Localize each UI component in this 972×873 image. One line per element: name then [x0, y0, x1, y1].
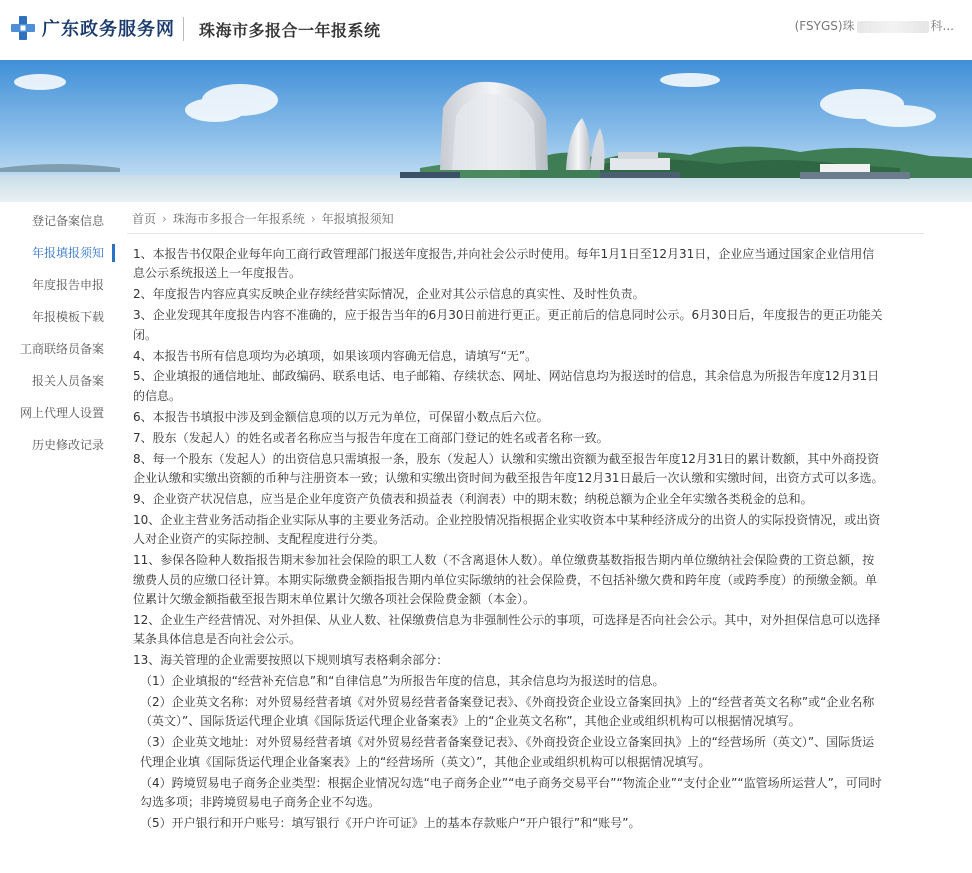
instructions-content — [133, 245, 886, 835]
sidebar-item-template-download[interactable]: 年报模板下载 — [31, 310, 104, 324]
header-divider — [183, 17, 184, 41]
user-name-suffix: 科... — [930, 19, 954, 33]
instruction-paragraph: 2、年度报告内容应真实反映企业存续经营实际情况，企业对其公示信息的真实性、及时性负责。 — [133, 287, 645, 302]
instruction-paragraph: 6、本报告书填报中涉及到金额信息项的以万元为单位，可保留小数点后六位。 — [133, 409, 549, 424]
sidebar-item-filing-instructions[interactable]: 年报填报须知 — [0, 237, 115, 269]
instruction-paragraph: 8、每一个股东（发起人）的出资信息只需填报一条，股东（发起人）认缴和实缴出资额为截至报告年度12月31日的累计数额，其中外商投资企业认缴和实缴出资额的币种与注册资本一致；认缴和实缴出资时间为截至报告年度12月31日最后一次认缴和实缴时间，出资方式可以多选。 — [133, 451, 884, 485]
redacted-user-name — [857, 21, 929, 33]
instruction-paragraph: 4、本报告书所有信息项均为必填项，如果该项内容确无信息，请填写“无”。 — [133, 348, 538, 363]
instruction-sub-item: （3）企业英文地址：对外贸易经营者填《对外贸易经营者备案登记表》、《外商投资企业设立备案回执》上的“经营场所（英文）”、国际货运代理企业填《国际货运代理企业备案表》上的“经营场所（英文）”，其他企业或组织机构可以根据情况填写。 — [140, 735, 875, 769]
user-name-prefix: (FSYGS)珠 — [794, 19, 855, 33]
sidebar-item-customs-staff-filing[interactable]: 报关人员备案 — [31, 374, 104, 388]
instruction-paragraph: 12、企业生产经营情况、对外担保、从业人数、社保缴费信息为非强制性公示的事项，可选择是否向社会公示。其中，对外担保信息可以选择某条具体信息是否向社会公示。 — [133, 612, 881, 647]
breadcrumb-divider — [127, 233, 924, 234]
top-header — [0, 0, 972, 60]
breadcrumb-current: 年报填报须知 — [321, 212, 394, 226]
instruction-sub-item: （2）企业英文名称：对外贸易经营者填《对外贸易经营者备案登记表》、《外商投资企业设立备案回执》上的“经营者英文名称”或“企业名称（英文）”、国际货运代理企业填《国际货运代理企业备案表》上的“企业英文名称”，其他企业或组织机构可以根据情况填写。 — [140, 694, 875, 729]
breadcrumb-system[interactable]: 珠海市多报合一年报系统 — [172, 212, 305, 226]
sidebar-nav — [0, 205, 115, 461]
sidebar-item-revision-history[interactable]: 历史修改记录 — [31, 438, 104, 452]
banner-image — [0, 60, 972, 202]
instruction-paragraph: 1、本报告书仅限企业每年向工商行政管理部门报送年度报告,并向社会公示时使用。每年1月1日至12月31日，企业应当通过国家企业信用信息公示系统报送上一年度报告。 — [133, 247, 875, 281]
instruction-paragraph: 11、参保各险种人数指报告期末参加社会保险的职工人数（不含离退休人数）。单位缴费基数指报告期内单位缴纳社会保险费的工资总额，按缴费人员的应缴口径计算。本期实际缴费金额指报告期内单位实际缴纳的社会保险费，不包括补缴欠费和跨年度（或跨季度）的预缴金额。单位累计欠缴金额指截至报告期末单位累计欠缴各项社会保险费金额（本金）。 — [133, 553, 878, 606]
banner-illustration — [0, 60, 972, 202]
sidebar-item-annual-report-submit[interactable]: 年度报告申报 — [31, 278, 104, 292]
sidebar-item-online-agent-settings[interactable]: 网上代理人设置 — [19, 406, 104, 420]
instruction-sub-item: （1）企业填报的“经营补充信息”和“自律信息”为所报告年度的信息，其余信息均为报送时的信息。 — [140, 674, 665, 689]
chevron-right-icon: › — [310, 212, 316, 226]
instruction-paragraph: 13、海关管理的企业需要按照以下规则填写表格剩余部分： — [133, 653, 449, 668]
breadcrumb — [132, 210, 394, 227]
instruction-paragraph: 7、股东（发起人）的姓名或者名称应当与报告年度在工商部门登记的姓名或者名称一致。 — [133, 430, 609, 445]
chevron-right-icon: › — [162, 212, 167, 226]
site-logo-text[interactable]: 广东政务服务网 — [42, 19, 175, 40]
breadcrumb-home[interactable]: 首页 — [132, 212, 157, 226]
guangdong-logo-icon — [10, 15, 36, 41]
instruction-sub-item: （5）开户银行和开户账号：填写银行《开户许可证》上的基本存款账户“开户银行”和“账号”。 — [140, 815, 641, 830]
user-account[interactable] — [795, 17, 954, 34]
instruction-paragraph: 5、企业填报的通信地址、邮政编码、联系电话、电子邮箱、存续状态、网址、网站信息均为报送时的信息，其余信息为所报告年度12月31日的信息。 — [133, 369, 880, 403]
system-title: 珠海市多报合一年报系统 — [199, 21, 381, 40]
instruction-paragraph: 10、企业主营业务活动指企业实际从事的主要业务活动。企业控股情况指根据企业实收资本中某种经济成分的出资人的实际投资情况，或出资人对企业资产的实际控制、支配程度进行分类。 — [133, 512, 881, 547]
instruction-paragraph: 9、企业资产状况信息，应当是企业年度资产负债表和损益表（利润表）中的期末数；纳税总额为企业全年实缴各类税金的总和。 — [133, 491, 813, 506]
instruction-sub-item: （4）跨境贸易电子商务企业类型：根据企业情况勾选“电子商务企业”“电子商务交易平台”“物流企业”“支付企业”“监管场所运营人”，可同时勾选多项；非跨境贸易电子商务企业不勾选。 — [140, 775, 882, 809]
instruction-paragraph: 3、企业发现其年度报告内容不准确的，应于报告当年的6月30日前进行更正。更正前后的信息同时公示。6月30日后，年度报告的更正功能关闭。 — [133, 308, 883, 342]
sidebar-item-registration-info[interactable]: 登记备案信息 — [31, 214, 104, 228]
sidebar-item-liaison-filing[interactable]: 工商联络员备案 — [19, 342, 104, 356]
